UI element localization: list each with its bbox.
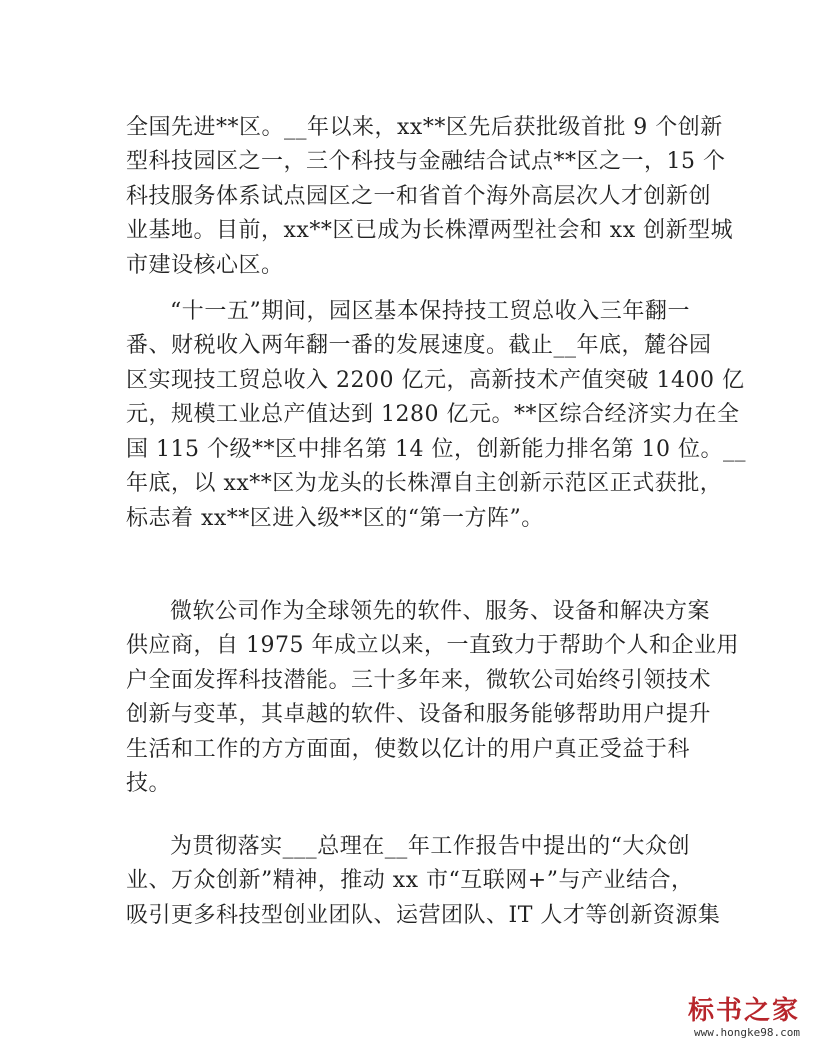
paragraph-2-line-1: “十一五”期间，园区基本保持技工贸总收入三年翻一 [170,299,690,324]
site-watermark [650,996,800,1042]
paragraph-3-line-3: 户全面发挥科技潜能。三十多年来，微软公司始终引领技术 [126,668,712,693]
paragraph-4-line-3: 吸引更多科技型创业团队、运营团队、IT 人才等创新资源集 [126,903,721,928]
paragraph-4-line-1: 为贯彻落实___总理在__年工作报告中提出的“大众创 [170,834,690,859]
paragraph-1-line-5: 市建设核心区。 [126,253,284,278]
paragraph-3-line-6: 技。 [126,771,172,796]
paragraph-3-line-1: 微软公司作为全球领先的软件、服务、设备和解决方案 [170,599,711,624]
paragraph-2-line-6: 年底，以 xx**区为龙头的长株潭自主创新示范区正式获批， [126,471,723,496]
paragraph-2-line-4: 元，规模工业总产值达到 1280 亿元。**区综合经济实力在全 [126,402,740,427]
watermark-url: www.hongke98.com [694,1026,800,1039]
paragraph-1-line-2: 型科技园区之一，三个科技与金融结合试点**区之一，15 个 [126,149,726,174]
paragraph-2-line-3: 区实现技工贸总收入 2200 亿元，高新技术产值突破 1400 亿 [126,368,745,393]
paragraph-1-line-4: 业基地。目前，xx**区已成为长株潭两型社会和 xx 创新型城 [126,218,734,243]
paragraph-3-line-5: 生活和工作的方方面面，使数以亿计的用户真正受益于科 [126,737,690,762]
paragraph-2-line-2: 番、财税收入两年翻一番的发展速度。截止__年底，麓谷园 [126,333,712,358]
paragraph-2-line-7: 标志着 xx**区进入级**区的“第一方阵”。 [126,506,544,531]
watermark-title: 标书之家 [687,996,800,1026]
paragraph-1-line-3: 科技服务体系试点园区之一和省首个海外高层次人才创新创 [126,184,712,209]
paragraph-3-line-2: 供应商，自 1975 年成立以来，一直致力于帮助个人和企业用 [126,633,739,658]
paragraph-2-line-5: 国 115 个级**区中排名第 14 位，创新能力排名第 10 位。__ [126,437,746,462]
paragraph-4-line-2: 业、万众创新”精神，推动 xx 市“互联网+”与产业结合， [126,868,694,893]
paragraph-3-line-4: 创新与变革，其卓越的软件、设备和服务能够帮助用户提升 [126,702,712,727]
paragraph-1-line-1: 全国先进**区。__年以来，xx**区先后获批级首批 9 个创新 [126,115,723,140]
